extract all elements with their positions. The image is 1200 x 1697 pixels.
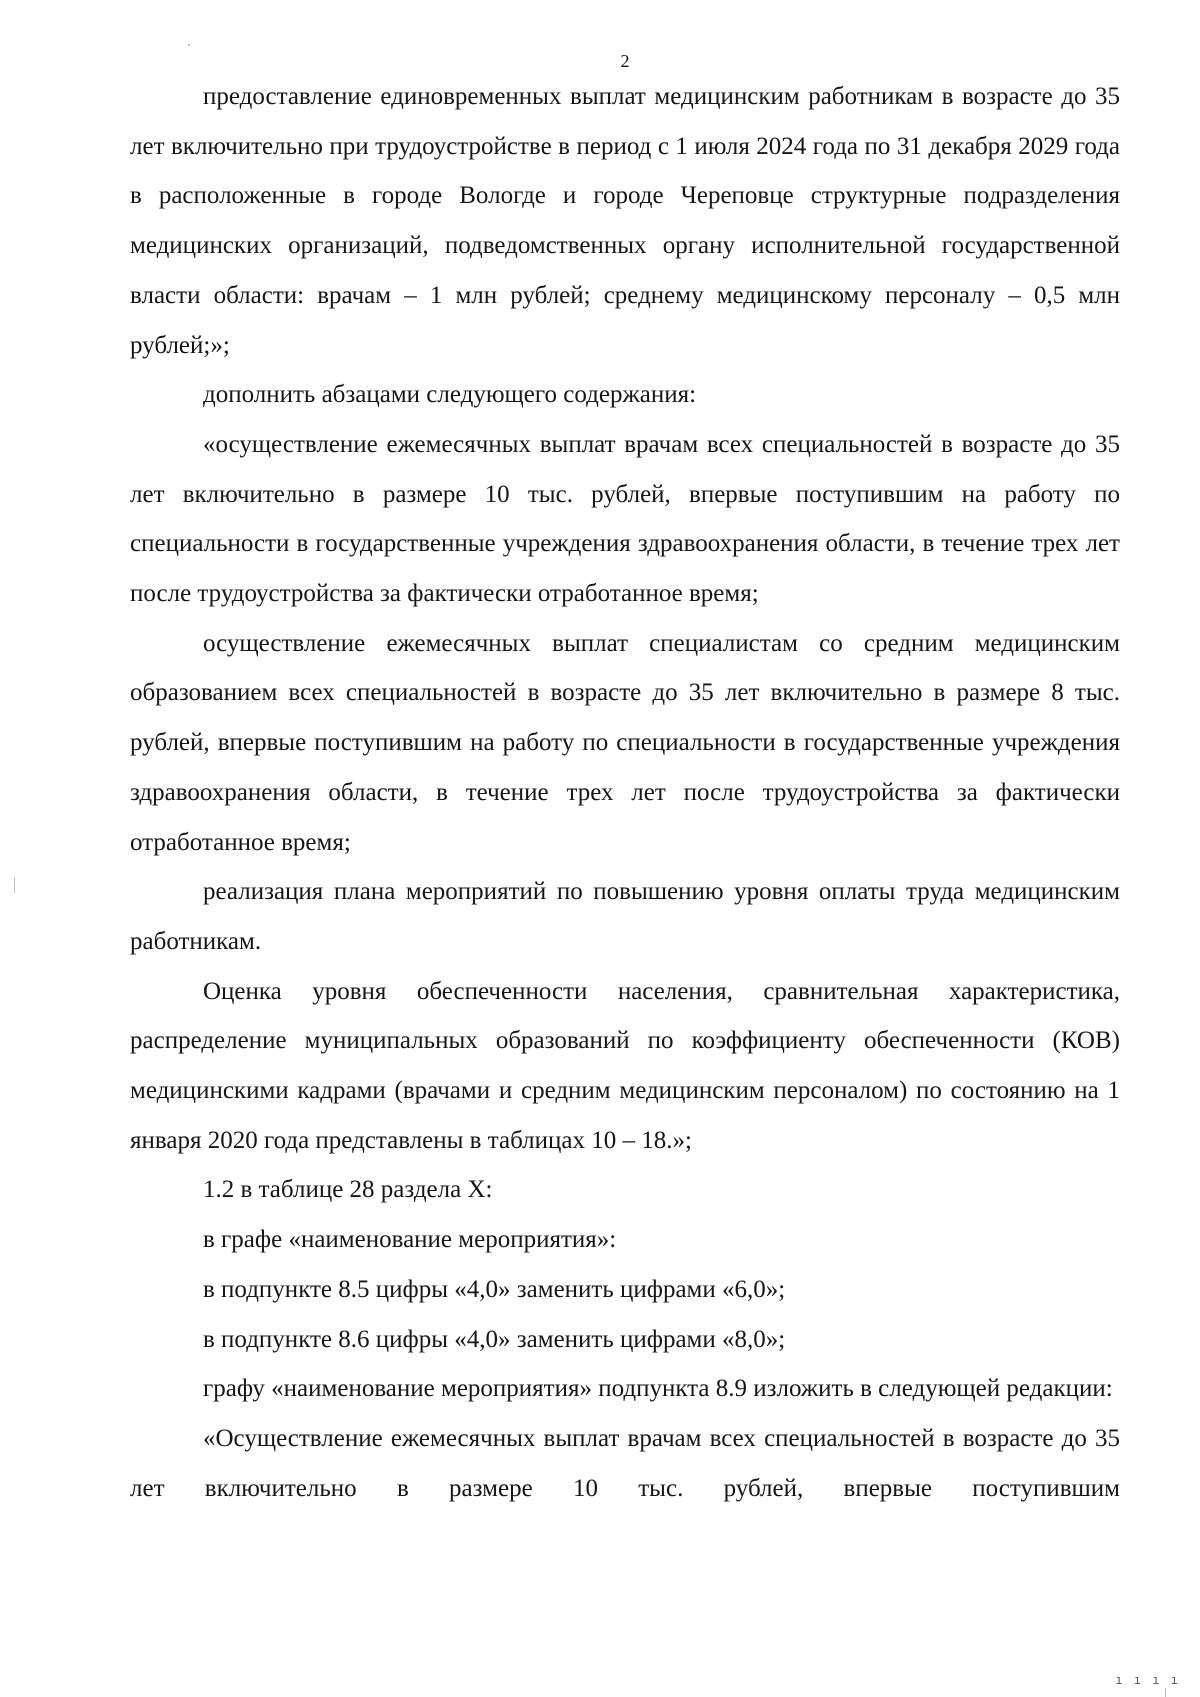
paragraph-subitem-8-5: в подпункте 8.5 цифры «4,0» заменить цифрами «6,0»; xyxy=(203,1275,786,1303)
paragraph-column-name: в графе «наименование мероприятия»: xyxy=(203,1226,617,1254)
paragraph-subitem-8-6: в подпункте 8.6 цифры «4,0» заменить цифрами «8,0»; xyxy=(203,1325,786,1353)
scan-speck xyxy=(188,44,190,46)
paragraph-table-28-item: 1.2 в таблице 28 раздела X: xyxy=(203,1176,493,1204)
paragraph-staffing-assessment: Оценка уровня обеспеченности населения, сравнительная характеристика, распределение муниципальных образований по коэффициенту обеспеченности (КОВ) медицинскими кадрами (врачами и средним медицинским персоналом) по состоянию на 1 января 2020 года представлены в таблицах 10 – 18.»; xyxy=(130,977,1120,1154)
document-body xyxy=(130,72,1120,1513)
paragraph-add-paragraphs: дополнить абзацами следующего содержания: xyxy=(203,381,697,409)
paragraph-salary-plan: реализация плана мероприятий по повышению уровня оплаты труда медицинским работникам. xyxy=(130,878,1120,955)
scan-speck xyxy=(14,877,15,893)
scan-speck xyxy=(1165,1688,1166,1697)
paragraph-one-time-payments: предоставление единовременных выплат медицинским работникам в возрасте до 35 лет включительно при трудоустройстве в период с 1 июля 2024 года по 31 декабря 2029 года в расположенные в городе Вологде и городе Череповце структурные подразделения медицинских организаций, подведомственных органу исполнительной государственной власти области: врачам – 1 млн рублей; среднему медицинскому персоналу – 0,5 млн рублей;»; xyxy=(130,83,1120,359)
scan-artifact: ı ı ı ı xyxy=(1115,1673,1180,1687)
paragraph-new-wording: «Осуществление ежемесячных выплат врачам всех специальностей в возрасте до 35 лет включительно в размере 10 тыс. рублей, впервые поступившим xyxy=(130,1424,1120,1502)
page-number: 2 xyxy=(620,51,630,71)
paragraph-doctor-monthly-payments: «осуществление ежемесячных выплат врачам всех специальностей в возрасте до 35 лет включительно в размере 10 тыс. рублей, впервые поступившим на работу по специальности в государственные учреждения здравоохранения области, в течение трех лет после трудоустройства за фактически отработанное время; xyxy=(130,430,1120,608)
paragraph-nurse-monthly-payments: осуществление ежемесячных выплат специалистам со средним медицинским образованием всех специальностей в возрасте до 35 лет включительно в размере 8 тыс. рублей, впервые поступившим на работу по специальности в государственные учреждения здравоохранения области, в течение трех лет после трудоустройства за фактически отработанное время; xyxy=(130,629,1120,856)
paragraph-subitem-8-9: графу «наименование мероприятия» подпункта 8.9 изложить в следующей редакции: xyxy=(203,1375,1113,1403)
